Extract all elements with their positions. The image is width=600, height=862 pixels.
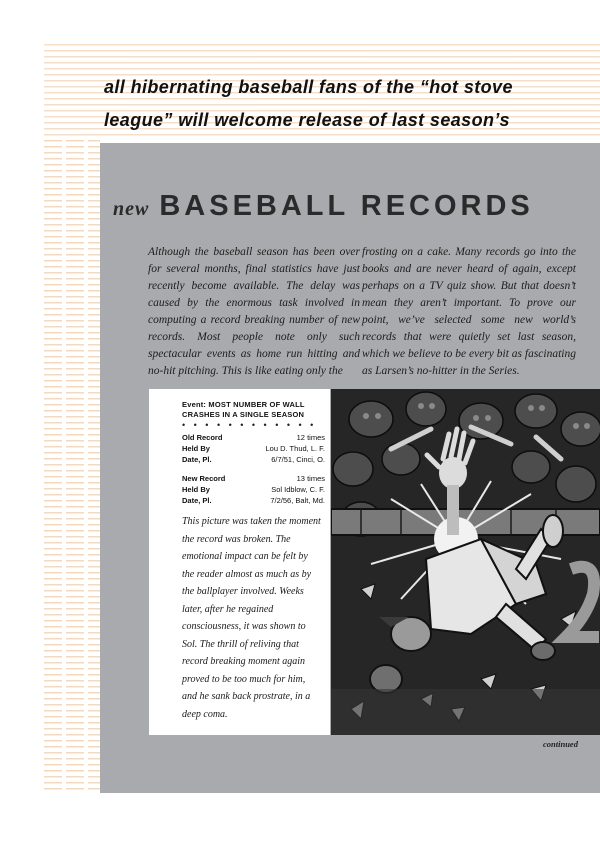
old-record-label: Old Record — [182, 433, 223, 442]
old-held-by-value: Lou D. Thud, L. F. — [265, 444, 325, 453]
old-date-value: 6/7/51, Cinci, O. — [271, 455, 325, 464]
continued-label: continued — [543, 739, 578, 749]
new-date-value: 7/2/56, Balt, Md. — [270, 496, 325, 505]
record-caption: This picture was taken the moment the record was broken. The emotional impact can be felt by the reader almost as much as by the ballplayer involved. Weeks later, after he regained consciousness, it was shown to Sol. The thrill of reliving that record breaking moment again proved to be too much for him, and he sank back prostrate, in a deep coma. — [182, 516, 321, 720]
article-title — [113, 190, 534, 223]
new-record-value: 13 times — [296, 474, 325, 483]
new-record-label: New Record — [182, 474, 226, 483]
new-held-by-value: Sol Idblow, C. F. — [271, 485, 325, 494]
record-card — [149, 389, 330, 735]
headline-line-2: league” will welcome release of last season’s — [104, 110, 510, 130]
title-main: BASEBALL RECORDS — [159, 190, 534, 222]
record-event: Event: MOST NUMBER OF WALL CRASHES IN A SINGLE SEASON — [182, 400, 305, 419]
old-held-by-label: Held By — [182, 444, 210, 453]
old-date-label: Date, Pl. — [182, 455, 212, 464]
intro-column-2: frosting on a cake. Many records go into the books and are never heard of again, except perhaps on a TV quiz show. But that doesn’t mean they aren’t important. To prove our point, we’ve selected some new world’s records that were quietly set last season, which we believe to be every bit as fascinating as Larsen’s no-hitter in the Series. — [362, 246, 576, 377]
illustration-drawing — [331, 389, 600, 735]
agate-stats-background-left — [44, 140, 100, 790]
wall-crash-illustration — [331, 389, 600, 735]
intro-column-1: Although the baseball season has been over for several months, final statistics have just recently become available. The delay was caused by the enormous task involved in computing a record breaking number of new records. Most people note only such spectacular events as home run hitting and no-hit pitching. This is like eating only the — [148, 246, 360, 377]
new-date-label: Date, Pl. — [182, 496, 212, 505]
record-divider-dots: • • • • • • • • • • • • — [182, 420, 317, 430]
old-record-value: 12 times — [296, 433, 325, 442]
headline-line-1: all hibernating baseball fans of the “hot stove — [104, 77, 513, 97]
title-prefix: new — [113, 198, 150, 220]
new-held-by-label: Held By — [182, 485, 210, 494]
